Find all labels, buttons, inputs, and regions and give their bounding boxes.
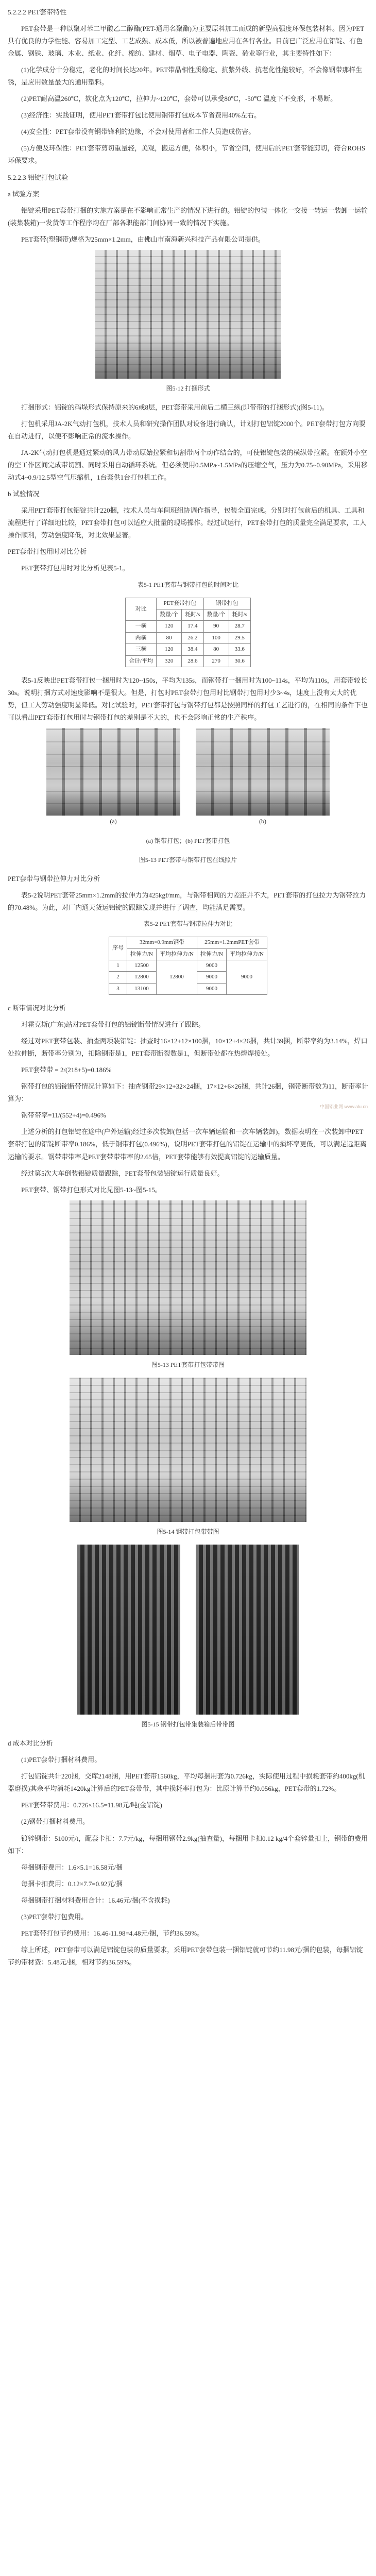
- cost-calc-1: PET套带带费用：0.726×16.5=11.98元/吨(金铝锭): [21, 1801, 162, 1809]
- time-label: PET套带打包用时对比分析见表5-1。: [21, 564, 129, 572]
- pet-item-5: (5)方便及环保性：PET套带剪切重量轻，美观，搬运方便，体积小，节省空间，使用后的PET套带能剪切，符合ROHS环保要求。: [8, 144, 366, 165]
- strength-para: 表5-2说明PET套带25mm×1.2mm的拉伸力为425kgf/mm，与钢带相同的力差距并不大，PET套带的打包拉力为钢带拉力的70.48%。为此，对厂内通天货运铝锭的跟踪发现并进行了调查，均能满足需要。: [8, 891, 366, 911]
- pet-item-3: (3)经济性：实践证明，使用PET套带打包比使用钢带打包成本节省费用40%左右。: [21, 111, 261, 120]
- breakage-para-5: 经过第5次大车倒装铝锭质量跟踪，PET套带包装铝锭运行质量良好。: [21, 1169, 224, 1177]
- table-header-row: [126, 598, 251, 609]
- table-cell: 三横: [126, 644, 157, 655]
- table-header: PET套带打包: [157, 598, 203, 609]
- machine-para-1: 打包机采用JA-2K气动打包机，技术人员和研究操作团队对设备进行确认，计划打包铝锭2000个。PET套带打包方向要在自动进行，以便不影响正常的流水操作。: [8, 419, 366, 440]
- breakage-para-2: 经过对PET套带包装、抽查两项装铝锭：抽查时16×12+12×100捆，10×12+4×26捆，共计39捆，断带率约为3.14%，焊口处拉伸断，断带率分别为，扣除钢带是1，PET套带断裂数是1，但断带处都在热熔焊接处。: [8, 1037, 368, 1058]
- figure-sub-label: (a): [110, 818, 117, 825]
- table-header: 数量/个: [157, 609, 182, 621]
- subheading-test-results: b 试验情况: [8, 490, 40, 498]
- table-cell: 90: [203, 621, 229, 632]
- table-header-row: [109, 937, 267, 948]
- breakage-calc-1: PET套带带 = 2/(218+5)=0.186%: [21, 1066, 112, 1074]
- table-header: 数量/个: [203, 609, 229, 621]
- watermark-url: www.alu.cn: [344, 1104, 368, 1109]
- figure-inner-caption: (a) 钢带打包；(b) PET套带打包: [146, 837, 230, 845]
- cost-conclusion: 综上所述，PET套带可以满足铝锭包装的质量要求，采用PET套带包装一捆铝锭就可节约11.98元/捆的包装，每捆铝锭节约带材费：5.48元/捆，相对节约36.59%。: [8, 1945, 363, 1966]
- pet-item-4: (4)安全性：PET套带没有钢带锋利的边缘，不会对使用者和工作人员造成伤害。: [21, 128, 255, 136]
- table-header: 拉伸力/N: [197, 948, 227, 960]
- table-cell: 合计/平均: [126, 655, 157, 667]
- table-cell: 28.7: [229, 621, 250, 632]
- table-cell: 9000: [197, 983, 227, 994]
- table-header: 拉伸力/N: [127, 948, 157, 960]
- table-header: 钢带打包: [203, 598, 250, 609]
- table-cell: 12500: [127, 960, 157, 971]
- table-subheader-row: [109, 948, 267, 960]
- cost-item-3: (3)PET套带打包费用。: [21, 1912, 88, 1921]
- table-cell: 1: [109, 960, 127, 971]
- pet-item-2: (2)PET耐高温260℃，软化点为120℃，拉伸力~120℃，套带可以承受80℃，-50℃ 温度下不变形，不易断。: [21, 95, 337, 103]
- table-cell: 120: [157, 621, 182, 632]
- cost-calc-5: PET套带打包节约费用：16.46-11.98=4.48元/捆，节约36.59%。: [21, 1929, 204, 1937]
- test-para-2: PET套带(塑钢带)规格为25mm×1.2mm，由佛山市南海新兴科技产品有限公司提供。: [21, 235, 265, 243]
- table-header: 25mm×1.2mmPET套带: [197, 937, 267, 948]
- table-cell: 29.5: [229, 632, 250, 643]
- table-row: [126, 644, 251, 655]
- test-b-para: 采用PET套带打包铝锭共计220捆，技术人员与车间班组协调作指导，包装全面完成。分别对打包前后的机具、工具和流程进行了详细地比较，PET套带打包可以适应大批量的现场操作。经过试运行，PET套带打包的质量完全满足要求，工人操作顺利，劳动强度降低，对比效果显著。: [8, 506, 367, 539]
- table-row: [126, 621, 251, 632]
- cost-item-2: (2)钢带打捆材料费用。: [21, 1818, 90, 1826]
- subheading-breakage: c 断带情况对比分析: [8, 1004, 66, 1012]
- figure-caption-5: 图5-15 钢带打包带集装箱后带带图: [141, 1721, 235, 1728]
- table-header: 序号: [109, 937, 127, 960]
- table-header: 32mm×0.9mm钢带: [127, 937, 197, 948]
- time-result: 表5-1反映出PET套带打包一捆用时为120~150s，平均为135s，而钢带打一捆用时为100~114s，平均为110s，用套带较长30s。说明打捆方式对速度影响不是很大。但是，打包时PET套带打包用时比钢带打包用时少3~4s，速度上没有太大的优势，但工人劳动强度明显降低。对比试验时，PET套带打包与钢带打包都是按照同样的打包工艺进行的，在相同的条件下也可以看出PET套带打包用时与钢带打包的差别是不大的，也不会影响正常的生产秩序。: [8, 676, 368, 722]
- table-cell: 38.4: [182, 644, 203, 655]
- bundle-para: 打捆形式：铝锭的码垛形式保持原来的6或8层，PET套带采用前后二横三纵(即带带的打捆形式)(图5-11)。: [21, 403, 329, 411]
- figure-bundle-photo: [95, 250, 281, 379]
- figure-pair: [8, 728, 368, 831]
- machine-para-2: JA-2K气动打包机是通过紧动的风力带动原始拉紧和切割带两个动作结合的，可使铝锭包装的横纵带拉紧。在额外小空的空工作区间完成带切割、同时采用自动循环系统。但必须使用0.5MPa~1.5MPa的压缩空气，压力为0.75~0.90MPa，采用移动式4~0.9/12.5型空气压缩机，1台套供1台打包机工作。: [8, 449, 368, 482]
- table-cell: 9000: [197, 972, 227, 983]
- table-header: 耗时/s: [182, 609, 203, 621]
- breakage-calc-2: 钢带带率=11/(552+4)=0.496%: [21, 1111, 106, 1120]
- table-row: [126, 632, 251, 643]
- figure-sub-label: (b): [259, 818, 266, 825]
- breakage-para-1: 对霍克斯(广东)站对PET套带打包的铝锭断带情况进行了跟踪。: [21, 1021, 205, 1029]
- table2-title: 表5-2 PET套带与钢带拉伸力对比: [143, 920, 233, 927]
- article: [8, 0, 368, 1976]
- section-heading-test: 5.2.2.3 铝锭打包试验: [8, 173, 69, 181]
- table1-title: 表5-1 PET套带与钢带打包的时间对比: [137, 581, 239, 588]
- table-cell: 26.2: [182, 632, 203, 643]
- table-header: 耗时/s: [229, 609, 250, 621]
- subheading-time: PET套带打包用时对比分析: [8, 548, 87, 556]
- test-para-1: 铝锭采用PET套带打捆的实施方案是在不影响正常生产的情况下进行的。铝锭的包装一体化一交接一转运一装卸一运输(装集装箱)一发货等工作程序均在厂部各职能部门间协同一致的情况下实施。: [8, 206, 368, 227]
- container-photo-right: [196, 1545, 299, 1715]
- cost-calc-2: 每捆钢带费用：1.6×5.1=16.58元/捆: [21, 1863, 123, 1871]
- breakage-para-3: 钢带打包的铝锭断带情况计算如下：抽查钢带29×12+32×24捆，17×12+6×26捆，共计26捆，钢带断带数为11，断带率计算为：: [8, 1082, 369, 1103]
- subheading-test-plan: a 试验方案: [8, 190, 40, 198]
- steel-strap-photo: [46, 728, 180, 816]
- table-header: 对比: [126, 598, 157, 621]
- table-cell: 两横: [126, 632, 157, 643]
- watermark-text: 中国铝业网: [319, 1104, 343, 1109]
- table-cell: 一横: [126, 621, 157, 632]
- table-cell: 9000: [227, 960, 267, 994]
- table-cell: 13100: [127, 983, 157, 994]
- container-photo-left: [77, 1545, 180, 1715]
- pet-bundle-photo: [70, 1200, 306, 1355]
- figure-caption-4: 图5-14 钢带打包带带图: [157, 1528, 219, 1535]
- steel-bundle-photo: [70, 1378, 306, 1522]
- cost-calc-4: 每捆钢带打捆材料费用合计：16.46元/捆(不含损耗): [21, 1896, 170, 1904]
- table-cell: 270: [203, 655, 229, 667]
- strength-table: [109, 937, 267, 995]
- table-cell: 12800: [157, 960, 197, 994]
- table-cell: 100: [203, 632, 229, 643]
- section-heading-pet: 5.2.2.2 PET套带特性: [8, 8, 67, 16]
- table-cell: 33.6: [229, 644, 250, 655]
- cost-item-1: (1)PET套带打捆材料费用。: [21, 1756, 101, 1764]
- pet-strap-photo: [196, 728, 330, 816]
- table-cell: 2: [109, 972, 127, 983]
- table-cell: 30.6: [229, 655, 250, 667]
- cost-para-2: 镀锌钢带：5100元/t，配套卡扣：7.7元/kg，每捆用钢带2.9kg(抽查量)，每捆用卡扣0.12 kg/4个套锌量扣上，钢带的费用如下：: [8, 1834, 368, 1855]
- figure-caption-1: 图5-12 打捆形式: [166, 384, 210, 392]
- table-row: [109, 960, 267, 971]
- cost-para-1: 打包铝锭共计220捆，交库2148捆，用PET套带1560kg，平均每捆用套为0.726kg，实际使用过程中损耗套带约400kg(机器磨损)其余平均消耗1420kg计算后的PET套带带，其中损耗率打包为：比原计算节约0.056kg，PET套带的1.72%。: [8, 1772, 365, 1793]
- subheading-strength: PET套带与钢带拉伸力对比分析: [8, 874, 100, 883]
- table-row: [126, 655, 251, 667]
- pet-intro: PET套带是一种以聚对苯二甲酸乙二醇酯(PET-通用名聚酯)为主要原料加工而成的新型高强度环保包装材料。因为PET具有优良的力学性能、容易加工定型、工艺成熟、成本低，所以被普遍地应用在各行各业。目前已广泛应用在铝锭、有色金属、钢铁、玻璃、木业、纸业、化纤、棉纺、建材、烟草、电子电器、陶瓷、砖业等行业，其主要特性如下：: [8, 25, 365, 58]
- breakage-para-4: 上述分析的打包铝锭在途中(户外运输)经过多次装卸(包括一次车辆运输和一次车辆装卸)，数据表明在一次装卸中PET套带打包的铝锭断带率0.186%，低于钢带打包(0.496%)，说明PET套带打包的铝锭在运输中的损坏率更低，可以满足远距离运输的要求。钢带带带率是PET套带带带率的2.65倍，PET套带能够有效提高铝锭的运输质量。: [8, 1128, 367, 1161]
- figure-caption-2: 图5-13 PET套带与钢带打包在线照片: [139, 856, 237, 863]
- table-cell: 80: [157, 632, 182, 643]
- cost-calc-3: 每捆卡扣费用：0.12×7.7=0.92元/捆: [21, 1879, 123, 1888]
- table-cell: 3: [109, 983, 127, 994]
- figure-lead: PET套带、钢带打包形式对比见图5-13~图5-15。: [21, 1185, 162, 1194]
- table-cell: 9000: [197, 960, 227, 971]
- table-cell: 28.6: [182, 655, 203, 667]
- figure-container-pair: [8, 1545, 368, 1715]
- subheading-cost: d 成本对比分析: [8, 1739, 53, 1748]
- table-cell: 120: [157, 644, 182, 655]
- site-watermark: [320, 1103, 368, 1111]
- table-cell: 12800: [127, 972, 157, 983]
- figure-caption-3: 图5-13 PET套带打包带带图: [151, 1361, 225, 1368]
- table-cell: 17.4: [182, 621, 203, 632]
- table-header: 平均拉伸力/N: [157, 948, 197, 960]
- table-cell: 320: [157, 655, 182, 667]
- table-cell: 80: [203, 644, 229, 655]
- pet-item-1: (1)化学成分十分稳定，老化的时间长达20年。PET带晶相性质稳定、抗紫外线、抗老化性能较好，不会像钢带那样生锈，是应用数量最大的通用塑料。: [8, 66, 363, 87]
- time-table: [125, 598, 251, 667]
- table-header: 平均拉伸力/N: [227, 948, 267, 960]
